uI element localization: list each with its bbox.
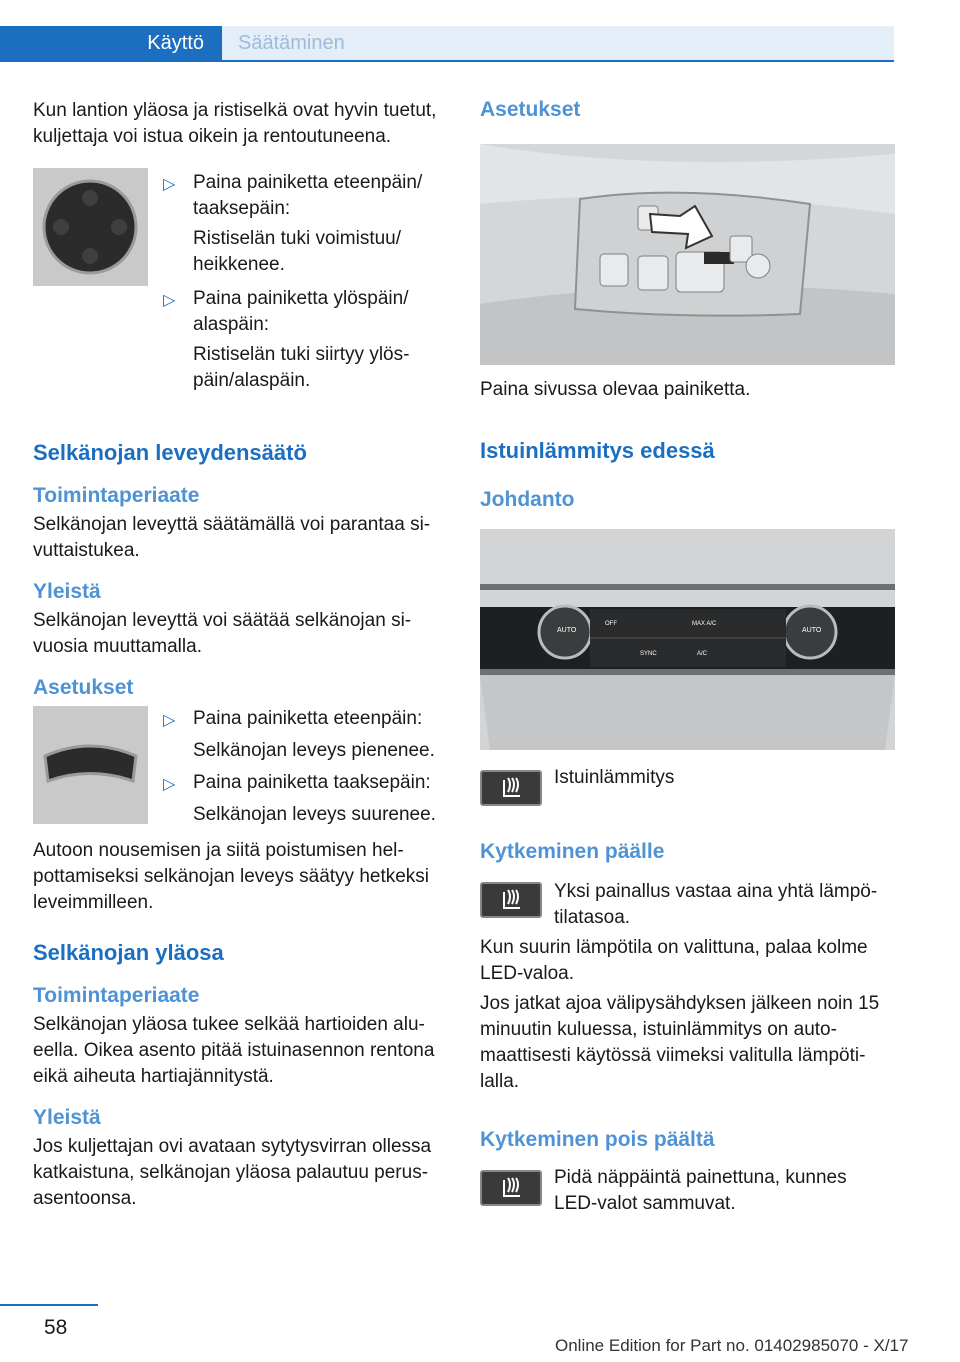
width-general-text: Selkänojan leveyttä voi säätää selkänojan sivuosia muuttamalla. (33, 610, 412, 657)
seat-heating-icon (480, 882, 542, 918)
climate-label-sync: SYNC (640, 651, 657, 657)
heading-introduction: Johdanto (480, 488, 575, 511)
switch-off-text: Pidä näppäintä painettuna, kunnes LED-valot sammuvat. (554, 1167, 847, 1214)
heading-width-adjustment: Selkänojan leveydensäätö (33, 440, 307, 465)
heading-width-general: Yleistä (33, 580, 101, 603)
list-item: ▷ Paina painiketta taaksepäin: (163, 770, 453, 796)
width-principle-text: Selkänojan leveyttä säätämällä voi parantaa sivuttaistukea. (33, 514, 431, 561)
climate-label-max-ac: MAX A/C (692, 621, 717, 627)
heading-seat-heating: Istuinlämmitys edessä (480, 438, 715, 463)
list-item: ▷ Paina painiketta ylöspäin/ alaspäin: (163, 288, 409, 335)
intro-text: Kun lantion yläosa ja ristiselkä ovat hyvin tuetut, kuljettaja voi istua oikein ja rentoutuneena. (33, 100, 437, 147)
list-item-result: Ristiselän tuki siirtyy ylöspäin/alaspäin. (193, 344, 410, 391)
triangle-bullet-icon: ▷ (163, 776, 176, 793)
heading-switch-on: Kytkeminen päälle (480, 840, 665, 863)
heading-width-principle: Toimintaperiaate (33, 484, 200, 507)
switch-on-text-2: Jos jatkat ajoa välipysähdyksen jälkeen noin 15 minuutin kuluessa, istuinlämmitys on automaattisesti käytössä viimeksi valitulla lämpötilalla. (480, 993, 880, 1092)
width-bullets (163, 706, 453, 828)
heading-upper-backrest: Selkänojan yläosa (33, 940, 224, 965)
seat-heating-label: Istuinlämmitys (554, 767, 675, 788)
left-column (33, 98, 449, 1212)
climate-label-ac: A/C (697, 651, 708, 657)
upper-principle-text: Selkänojan yläosa tukee selkää hartioiden alueella. Oikea asento pitää istuinasennon rentona eikä aiheuta hartiajännitystä. (33, 1014, 435, 1087)
climate-label-auto-right: AUTO (802, 627, 822, 634)
settings-caption: Paina sivussa olevaa painiketta. (480, 379, 751, 400)
page-header (0, 0, 960, 62)
heading-switch-off: Kytkeminen pois päältä (480, 1128, 715, 1151)
heading-upper-general: Yleistä (33, 1106, 101, 1129)
list-item: ▷ Paina painiketta eteenpäin: (163, 706, 453, 732)
list-item-result: Ristiselän tuki voimistuu/ heikkenee. (193, 228, 402, 275)
triangle-bullet-icon: ▷ (163, 176, 176, 193)
heading-settings: Asetukset (480, 98, 581, 121)
seat-controls-image (480, 144, 895, 365)
switch-on-text: Yksi painallus vastaa aina yhtä lämpötilatasoa. (554, 881, 878, 928)
seat-heating-icon (480, 1170, 542, 1206)
edition-text: Online Edition for Part no. 01402985070 - X/17 (555, 1336, 909, 1355)
list-item: ▷ Paina painiketta eteenpäin/ taaksepäin: (163, 172, 423, 219)
triangle-bullet-icon: ▷ (163, 292, 176, 309)
width-note-text: Autoon nousemisen ja siitä poistumisen helpottamiseksi selkänojan leveys säätyy hetkeksi leveimmilleen. (33, 840, 430, 913)
right-column (480, 98, 896, 122)
width-section (33, 706, 449, 834)
width-button-image (33, 706, 148, 824)
climate-label-auto-left: AUTO (557, 627, 577, 634)
page-number: 58 (44, 1316, 68, 1339)
triangle-bullet-icon: ▷ (163, 712, 176, 729)
climate-panel-image (480, 529, 895, 750)
list-item-result: Selkänojan leveys pienenee. (193, 740, 435, 761)
heading-width-settings: Asetukset (33, 676, 134, 699)
lumbar-bullets (163, 170, 453, 394)
heading-upper-principle: Toimintaperiaate (33, 984, 200, 1007)
seat-heating-icon (480, 770, 542, 806)
upper-general-text: Jos kuljettajan ovi avataan sytytysvirran ollessa katkaistuna, selkänojan yläosa palautuu perusasentoonsa. (33, 1136, 432, 1209)
tab-saataminen[interactable]: Säätäminen (222, 26, 894, 60)
footer-divider (0, 1304, 98, 1306)
lumbar-section (33, 170, 449, 420)
list-item-result: Selkänojan leveys suurenee. (193, 804, 436, 825)
tab-kaytto[interactable]: Käyttö (0, 26, 222, 60)
switch-on-text-1: Kun suurin lämpötila on valittuna, palaa kolme LED-valoa. (480, 937, 868, 984)
climate-label-off: OFF (605, 621, 617, 627)
lumbar-button-image (33, 168, 148, 286)
header-divider (0, 60, 894, 62)
